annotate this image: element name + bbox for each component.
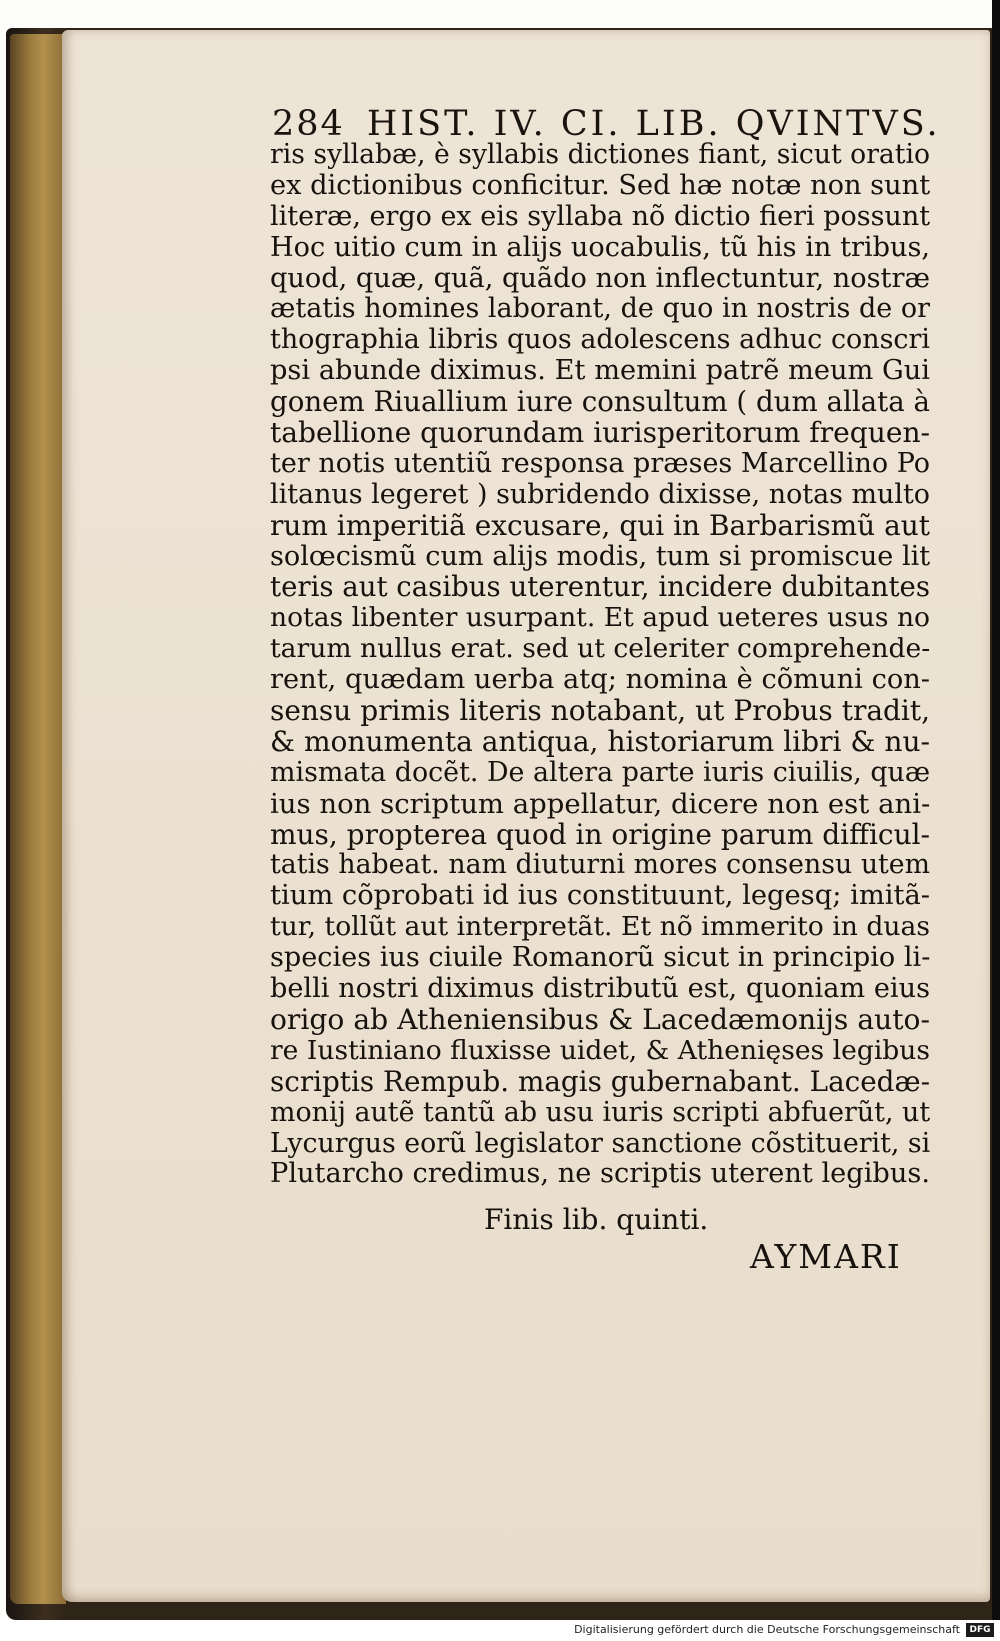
text-line: tur, tollũt aut interpretãt. Et nõ immerito in duas: [270, 911, 930, 943]
text-line: ex dictionibus conficitur. Sed hæ notæ non sunt: [270, 169, 931, 201]
catchword: AYMARI: [750, 1237, 902, 1276]
text-line: ris syllabæ, è syllabis dictiones fiant, sicut oratio: [270, 139, 930, 170]
book-page-edge: [10, 34, 66, 1604]
text-line: notas libenter usurpant. Et apud ueteres usus no: [270, 602, 930, 634]
text-line: psi abunde diximus. Et memini patrẽ meum Gui: [270, 355, 930, 387]
running-head: HIST. IV. CI. LIB. QVINTVS.: [366, 104, 941, 144]
text-line: rent, quædam uerba atq; nomina è cõmuni con-: [270, 664, 930, 696]
text-line: teris aut casibus uterentur, incidere dubitantes: [270, 570, 930, 604]
text-line: tabellione quorundam iurisperitorum frequen-: [270, 416, 931, 450]
text-line: thographia libris quos adolescens adhuc conscri: [270, 324, 930, 356]
text-line: tium cõprobati id ius constituunt, legesq; imitã-: [270, 880, 930, 912]
text-line: mus, propterea quod in origine parum difficul-: [270, 817, 930, 851]
text-line: ius non scriptum appellatur, dicere non est ani-: [270, 787, 931, 820]
page-number: 284: [272, 104, 345, 144]
text-line: belli nostri diximus distributũ est, quoniam eius: [270, 973, 930, 1005]
colophon: Finis lib. quinti.: [484, 1203, 709, 1236]
text-line: species ius ciuile Romanorũ sicut in principio li-: [270, 942, 931, 974]
footer-credit: Digitalisierung gefördert durch die Deutsche Forschungsgemeinschaft: [574, 1623, 960, 1636]
footer-bar: [0, 1620, 1000, 1641]
text-line: sensu primis literis notabant, ut Probus tradit,: [270, 694, 930, 728]
text-line: tarum nullus erat. sed ut celeriter comprehende-: [270, 633, 931, 665]
text-line: & monumenta antiqua, historiarum libri & nu-: [270, 724, 930, 758]
text-line: solœcismũ cum alijs modis, tum si promiscue lit: [270, 540, 931, 572]
text-line: ætatis homines laborant, de quo in nostris de or: [270, 293, 930, 325]
text-line: mismata docẽt. De altera parte iuris ciuilis, quæ: [270, 756, 931, 788]
text-line: gonem Riuallium iure consultum ( dum allata à: [270, 385, 930, 419]
text-line: monij autẽ tantũ ab usu iuris scripti abfuerũt, ut: [270, 1096, 931, 1128]
text-line: scriptis Rempub. magis gubernabant. Lacedæ-: [270, 1064, 930, 1098]
scan-border: [992, 0, 1000, 1620]
text-line: Hoc uitio cum in alijs uocabulis, tũ his in tribus,: [270, 231, 930, 263]
text-line: literæ, ergo ex eis syllaba nõ dictio fieri possunt: [270, 200, 931, 232]
text-line: origo ab Atheniensibus & Lacedæmonijs auto-: [270, 1002, 930, 1036]
text-line: quod, quæ, quã, quãdo non inflectuntur, nostræ: [270, 262, 930, 294]
body-text: [270, 140, 930, 1190]
text-line: litanus legeret ) subridendo dixisse, notas multo: [270, 478, 930, 510]
text-line: ter notis utentiũ responsa præses Marcellino Po: [270, 447, 930, 479]
text-line: tatis habeat. nam diuturni mores consensu utem: [270, 849, 930, 881]
text-line: Plutarcho credimus, ne scriptis uterent legibus.: [270, 1158, 930, 1190]
text-line: Lycurgus eorũ legislator sanctione cõstituerit, si: [270, 1127, 931, 1159]
text-line: rum imperitiã excusare, qui in Barbarismũ aut: [270, 508, 930, 542]
text-line: re Iustiniano fluxisse uidet, & Athenięses legibus: [270, 1034, 930, 1066]
dfg-logo: DFG: [966, 1623, 994, 1637]
